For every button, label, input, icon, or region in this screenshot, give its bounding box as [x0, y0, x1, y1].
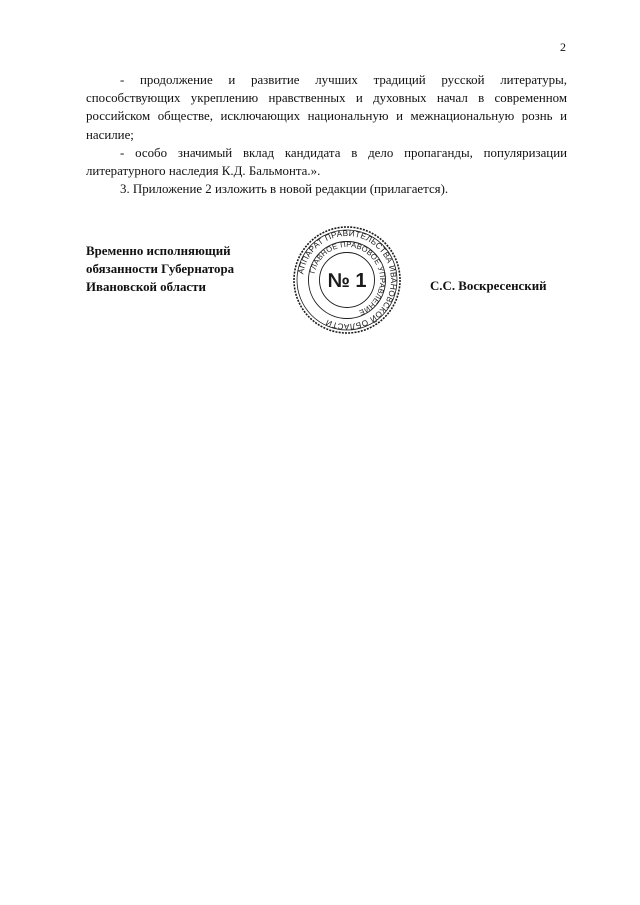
official-seal-icon — [292, 225, 402, 335]
seal-outer-text: АППАРАТ ПРАВИТЕЛЬСТВА ИВАНОВСКОЙ ОБЛАСТИ — [296, 228, 399, 332]
paragraph-appendix: 3. Приложение 2 изложить в новой редакции (прилагается). — [120, 182, 449, 197]
signature-title-line-3: Ивановской области — [86, 280, 206, 295]
signatory-name: С.С. Воскресенский — [430, 279, 547, 293]
signature-position — [86, 242, 286, 297]
paragraph-contribution: - особо значимый вклад кандидата в дело пропаганды, популяризации литературного наследия К.Д. Бальмонта.». — [86, 145, 567, 179]
seal-inner-text: ГЛАВНОЕ ПРАВОВОЕ УПРАВЛЕНИЕ — [307, 239, 388, 318]
seal-center-text: № 1 — [327, 270, 367, 292]
signature-title-line-1: Временно исполняющий — [86, 244, 231, 258]
signature-title-line-2: обязанности Губернатора — [86, 262, 235, 277]
body-text — [86, 71, 567, 198]
page-number: 2 — [560, 40, 566, 54]
paragraph-traditions: - продолжение и развитие лучших традиций русской литературы, способствующих укреплению нравственных и духовных начал в современном российском обществе, исключающих национальную и межнациональную рознь и насилие; — [86, 73, 567, 142]
